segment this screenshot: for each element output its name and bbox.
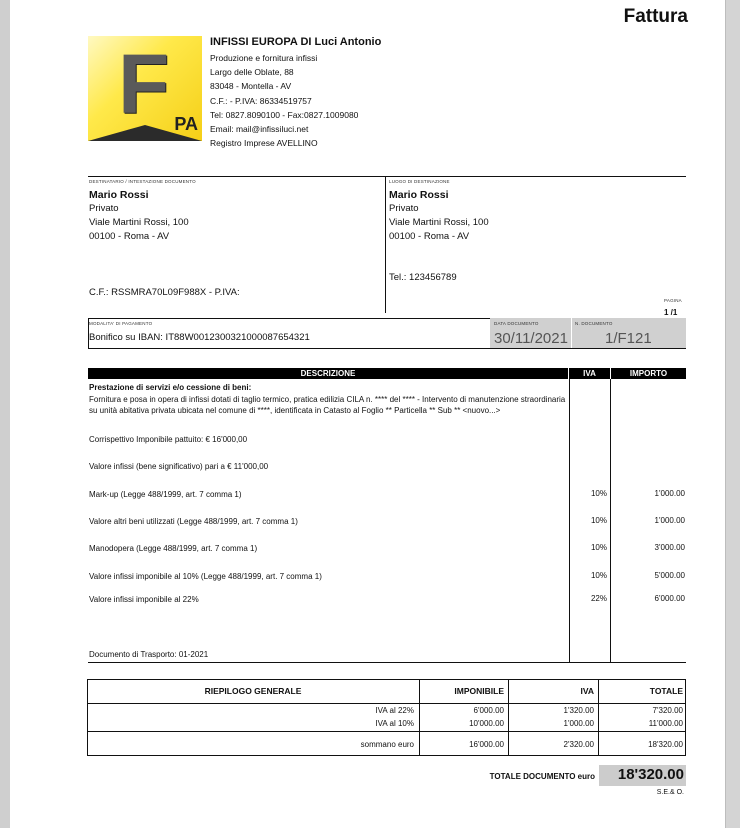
recipient-block xyxy=(89,188,189,244)
destination-type: Privato xyxy=(389,203,419,214)
parties-top-rule xyxy=(88,176,686,177)
payment-value: Bonifico su IBAN: IT88W0012300321000087654321 xyxy=(89,332,310,343)
logo-letter: F xyxy=(118,37,170,131)
destination-tel: Tel.: 123456789 xyxy=(389,272,457,283)
doc-meta-divider xyxy=(571,318,572,348)
table-row-iva: 22% xyxy=(590,594,607,603)
company-line: C.F.: - P.IVA: 86334519757 xyxy=(210,95,312,106)
summary-row-label: sommano euro xyxy=(360,740,414,749)
company-name: INFISSI EUROPA DI Luci Antonio xyxy=(210,36,382,48)
page-number: 1 /1 xyxy=(664,308,678,317)
note-line: Corrispettivo Imponibile pattuito: € 16'000,00 xyxy=(89,435,248,444)
destination-block xyxy=(389,188,489,244)
summary-row-taxable: 10'000.00 xyxy=(469,719,504,728)
table-row-description: Valore infissi imponibile al 10% (Legge 488/1999, art. 7 comma 1) xyxy=(89,572,322,581)
table-row-iva: 10% xyxy=(590,489,607,498)
table-row-description: Mark-up (Legge 488/1999, art. 7 comma 1) xyxy=(89,490,242,499)
summary-row-label: IVA al 22% xyxy=(375,706,414,715)
table-row-amount: 5'000.00 xyxy=(654,571,685,580)
doc-date: 30/11/2021 xyxy=(494,330,568,347)
company-line: 83048 - Montella - AV xyxy=(210,81,292,92)
summary-row-taxable: 16'000.00 xyxy=(469,740,504,749)
total-note: S.E.& O. xyxy=(656,789,684,796)
viewer-left-margin xyxy=(0,0,10,828)
items-intro xyxy=(89,382,567,417)
summary-subtotal-rule xyxy=(87,731,686,732)
viewer-scrollbar[interactable] xyxy=(725,0,740,828)
parties-divider xyxy=(385,176,386,313)
table-row-amount: 6'000.00 xyxy=(654,594,685,603)
recipient-label: DESTINATARIO / INTESTAZIONE DOCUMENTO xyxy=(89,179,196,184)
iva-col-right-rule xyxy=(610,379,611,662)
recipient-name: Mario Rossi xyxy=(89,189,149,201)
items-intro-title: Prestazione di servizi e/o cessione di beni: xyxy=(89,383,252,392)
destination-label: LUOGO DI DESTINAZIONE xyxy=(389,179,450,184)
doc-number: 1/F121 xyxy=(605,330,652,347)
iva-col-left-rule xyxy=(569,379,570,662)
summary-row-taxable: 6'000.00 xyxy=(473,706,504,715)
col-header-iva: IVA xyxy=(569,368,610,379)
total-label: TOTALE DOCUMENTO euro xyxy=(489,772,595,781)
col-header-description: DESCRIZIONE xyxy=(88,368,568,379)
company-line: Email: mail@infissiluci.net xyxy=(210,124,309,135)
summary-row-total: 11'000.00 xyxy=(648,719,683,728)
logo-badge: PA xyxy=(174,114,198,134)
summary-header-taxable: IMPONIBILE xyxy=(454,686,504,696)
summary-header-title: RIEPILOGO GENERALE xyxy=(204,686,302,696)
table-bottom-rule xyxy=(88,662,686,663)
table-row-description: Valore altri beni utilizzati (Legge 488/1999, art. 7 comma 1) xyxy=(89,517,298,526)
table-row-iva: 10% xyxy=(590,543,607,552)
recipient-address: Viale Martini Rossi, 100 xyxy=(89,217,189,228)
table-row-amount: 3'000.00 xyxy=(654,543,685,552)
payment-label: MODALITA' DI PAGAMENTO xyxy=(89,321,153,326)
doc-number-label: N. DOCUMENTO xyxy=(575,321,613,326)
summary-row-iva: 1'320.00 xyxy=(563,706,594,715)
recipient-city: 00100 - Roma - AV xyxy=(89,231,170,242)
summary-row-total: 18'320.00 xyxy=(648,740,683,749)
summary-header-iva: IVA xyxy=(580,686,594,696)
col-header-amount: IMPORTO xyxy=(611,368,686,379)
summary-row-iva: 1'000.00 xyxy=(563,719,594,728)
note-line: Valore infissi (bene significativo) pari a € 11'000,00 xyxy=(89,462,269,471)
payment-bottom-rule xyxy=(88,348,686,349)
summary-row-label: IVA al 10% xyxy=(375,719,414,728)
company-line: Tel: 0827.8090100 - Fax:0827.1009080 xyxy=(210,109,359,120)
table-row-iva: 10% xyxy=(590,516,607,525)
summary-row-total: 7'320.00 xyxy=(652,706,683,715)
destination-address: Viale Martini Rossi, 100 xyxy=(389,217,489,228)
items-intro-line: Fornitura e posa in opera di infissi dotati di taglio termico, pratica edilizia CILA n. **** del **** - Intervento di manutenzione straordinaria xyxy=(89,394,566,404)
company-info xyxy=(210,36,381,150)
transport-doc: Documento di Trasporto: 01-2021 xyxy=(89,650,209,659)
company-line: Registro Imprese AVELLINO xyxy=(210,138,318,149)
summary-header-total: TOTALE xyxy=(649,686,683,696)
company-logo xyxy=(88,36,202,141)
table-row-iva: 10% xyxy=(590,571,607,580)
total-value: 18'320.00 xyxy=(617,766,684,783)
summary-header-rule xyxy=(87,703,686,704)
recipient-type: Privato xyxy=(89,203,119,214)
company-line: Largo delle Oblate, 88 xyxy=(210,67,294,78)
company-line: Produzione e fornitura infissi xyxy=(210,53,318,63)
summary-row-iva: 2'320.00 xyxy=(563,740,594,749)
destination-city: 00100 - Roma - AV xyxy=(389,231,470,242)
destination-name: Mario Rossi xyxy=(389,189,449,201)
table-row-amount: 1'000.00 xyxy=(654,516,685,525)
table-row-amount: 1'000.00 xyxy=(654,489,685,498)
table-row-description: Manodopera (Legge 488/1999, art. 7 comma 1) xyxy=(89,544,258,553)
page-label: PAGINA xyxy=(664,298,682,303)
table-row-description: Valore infissi imponibile al 22% xyxy=(89,595,199,604)
items-intro-line: su unità abitativa privata ubicata nel comune di ****, identificata in Catasto al Foglio ** Particella ** Sub ** <nuovo...> xyxy=(89,406,501,415)
document-title: Fattura xyxy=(623,6,688,27)
doc-date-label: DATA DOCUMENTO xyxy=(494,321,539,326)
recipient-fiscal: C.F.: RSSMRA70L09F988X - P.IVA: xyxy=(89,287,240,298)
